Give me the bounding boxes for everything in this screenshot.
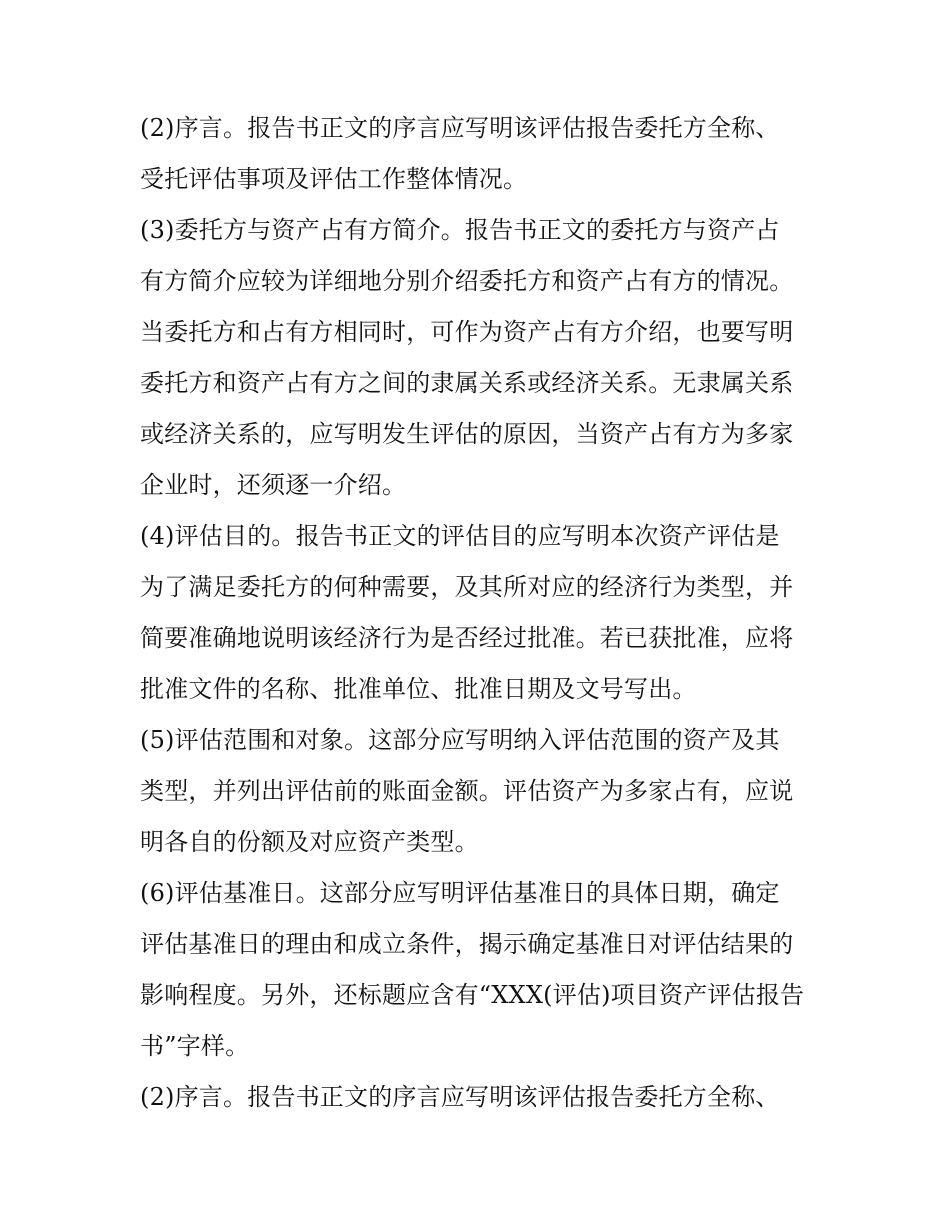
text-line: 当委托方和占有方相同时，可作为资产占有方介绍，也要写明 xyxy=(140,318,794,346)
text-line: (4)评估目的。报告书正文的评估目的应写明本次资产评估是 xyxy=(140,522,780,550)
text-line: (2)序言。报告书正文的序言应写明该评估报告委托方全称、 xyxy=(140,114,780,142)
document-body xyxy=(140,103,820,1123)
text-line: 简要准确地说明该经济行为是否经过批准。若已获批准，应将 xyxy=(140,624,794,652)
text-line: 书”字样。 xyxy=(140,1032,250,1060)
text-line: (2)序言。报告书正文的序言应写明该评估报告委托方全称、 xyxy=(140,1083,780,1111)
text-line: 类型，并列出评估前的账面金额。评估资产为多家占有，应说 xyxy=(140,777,794,805)
text-line: (3)委托方与资产占有方简介。报告书正文的委托方与资产占 xyxy=(140,216,780,244)
text-line: 批准文件的名称、批准单位、批准日期及文号写出。 xyxy=(140,675,697,703)
text-line: 有方简介应较为详细地分别介绍委托方和资产占有方的情况。 xyxy=(140,267,794,295)
text-line: (5)评估范围和对象。这部分应写明纳入评估范围的资产及其 xyxy=(140,726,780,754)
text-line: 或经济关系的，应写明发生评估的原因，当资产占有方为多家 xyxy=(140,420,794,448)
text-line: 为了满足委托方的何种需要，及其所对应的经济行为类型，并 xyxy=(140,573,794,601)
text-line: 受托评估事项及评估工作整体情况。 xyxy=(140,165,528,193)
text-line: (6)评估基准日。这部分应写明评估基准日的具体日期，确定 xyxy=(140,879,780,907)
text-line: 影响程度。另外，还标题应含有“XXX(评估)项目资产评估报告 xyxy=(140,981,805,1009)
text-line: 企业时，还须逐一介绍。 xyxy=(140,471,407,499)
text-line: 评估基准日的理由和成立条件，揭示确定基准日对评估结果的 xyxy=(140,930,794,958)
text-line: 明各自的份额及对应资产类型。 xyxy=(140,828,479,856)
text-line: 委托方和资产占有方之间的隶属关系或经济关系。无隶属关系 xyxy=(140,369,794,397)
